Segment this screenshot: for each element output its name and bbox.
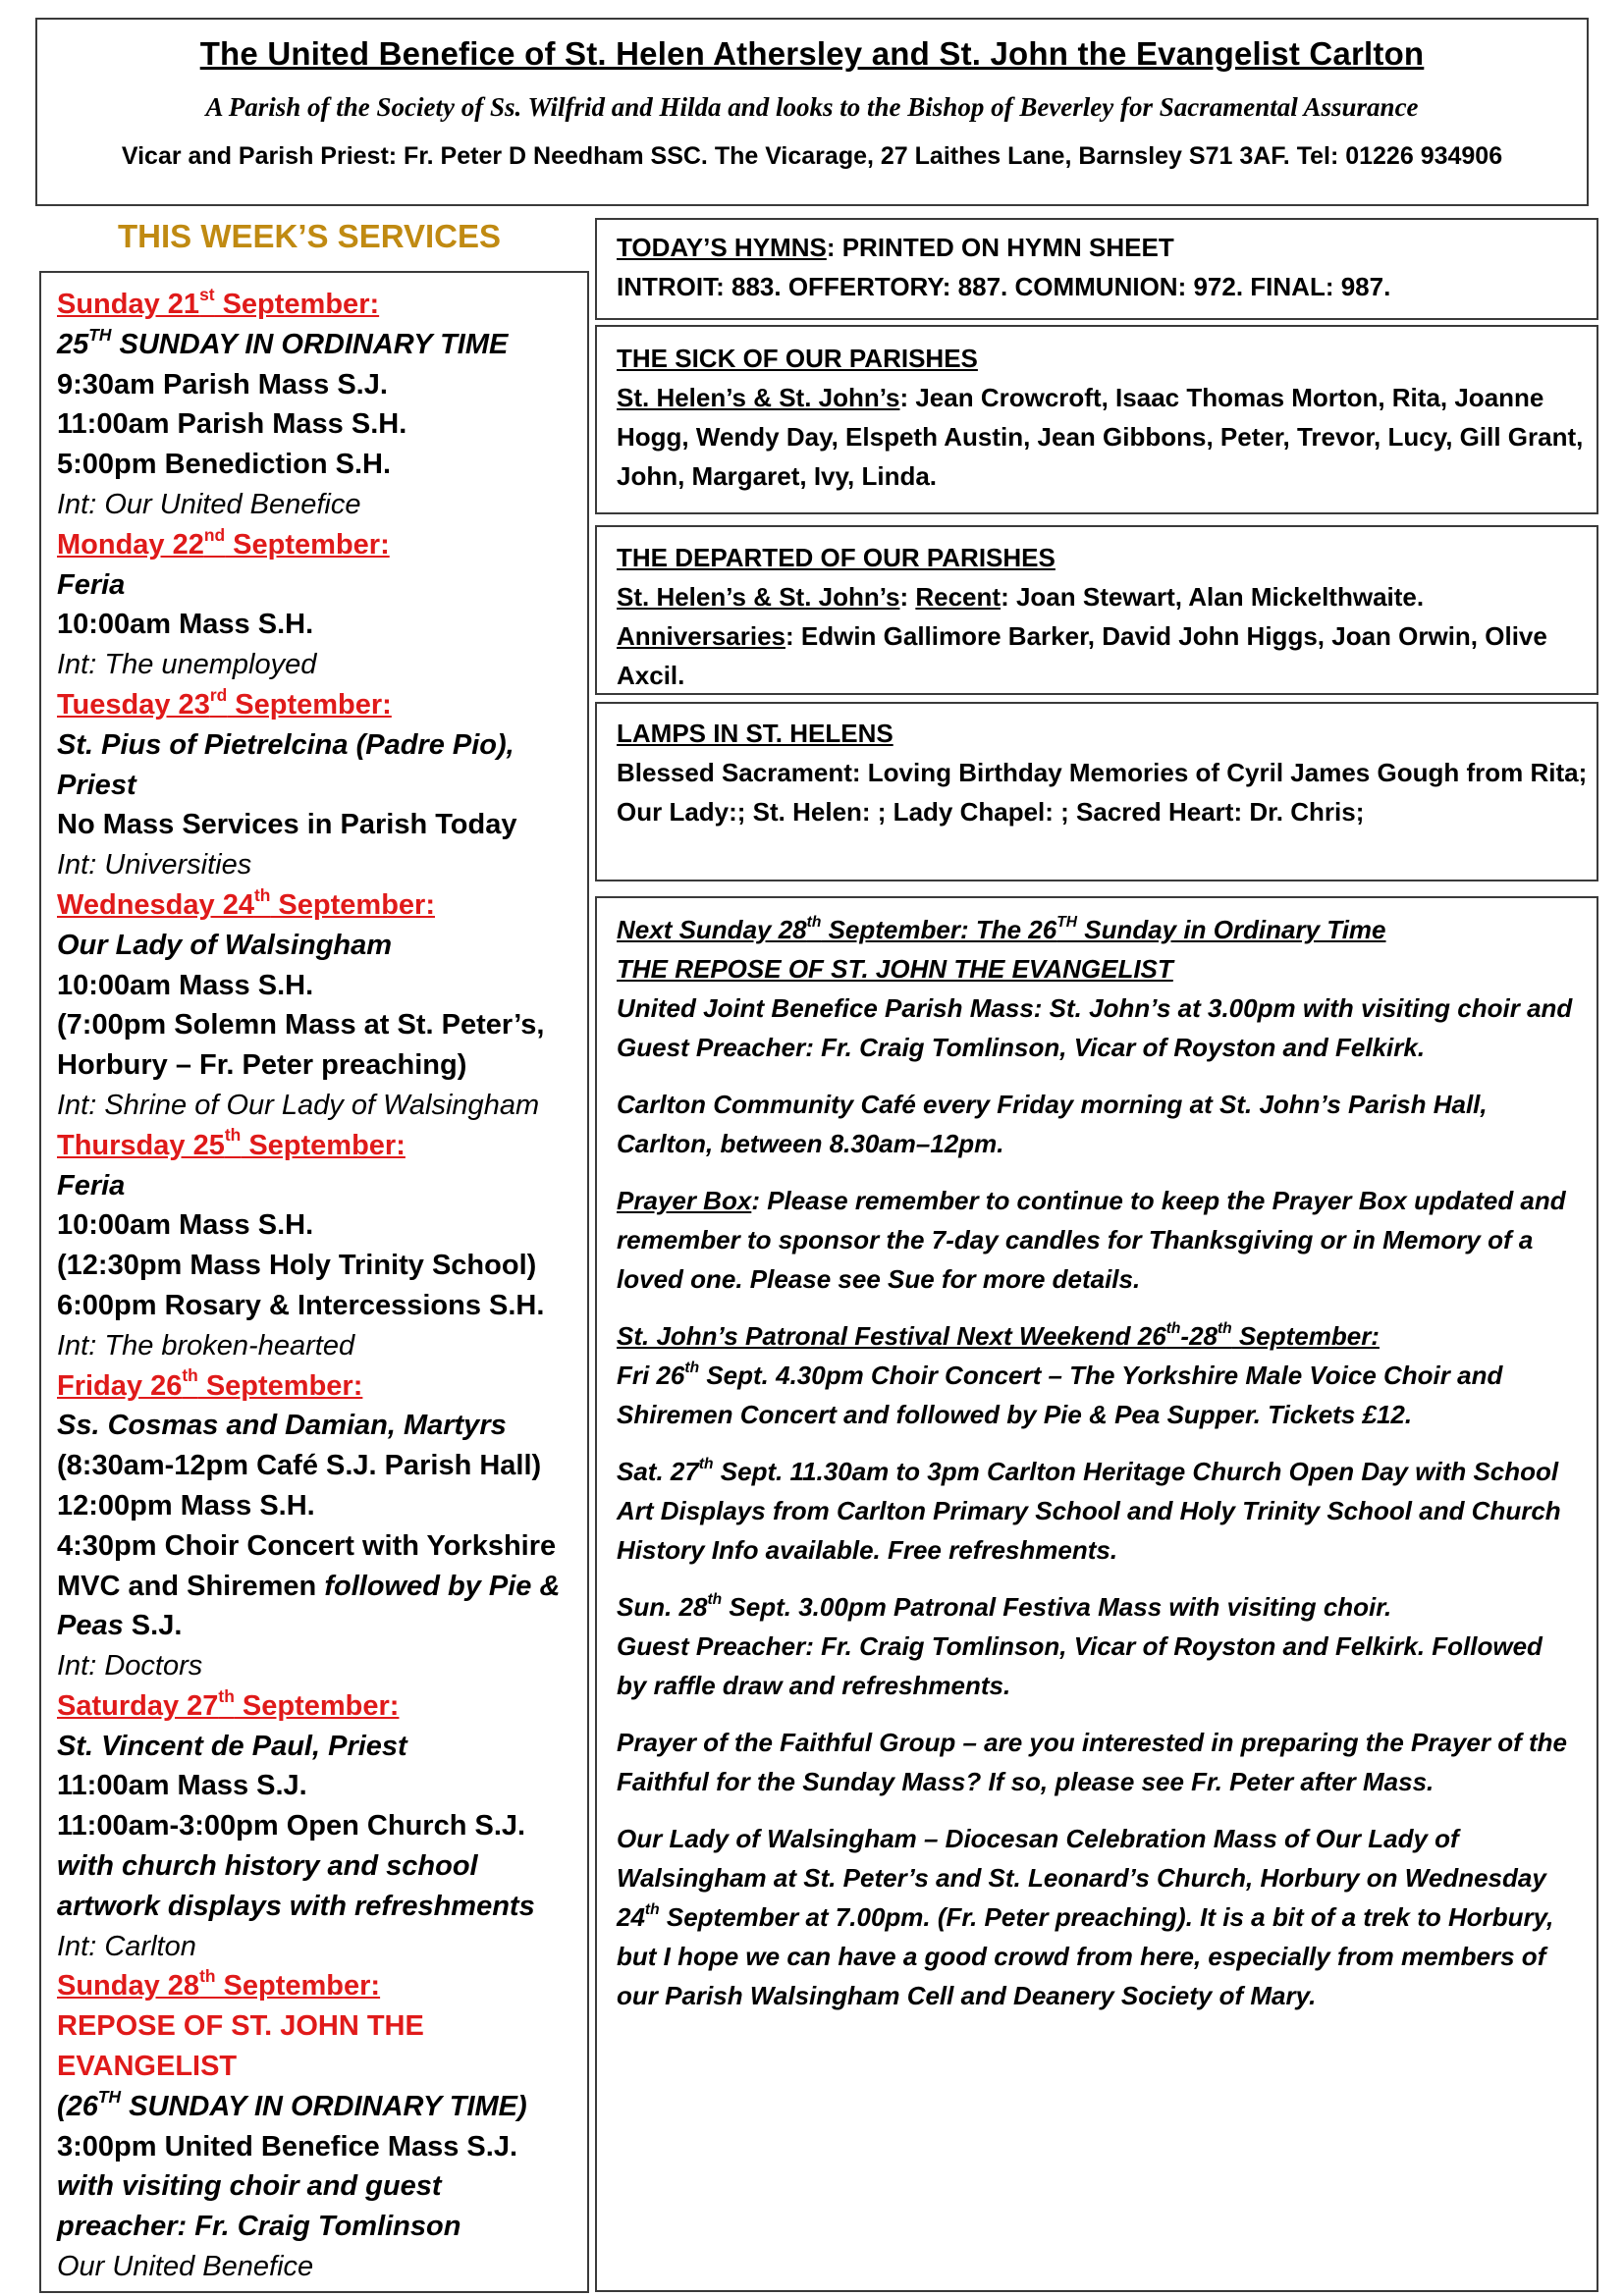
service-line: 6:00pm Rosary & Intercessions S.H. [57, 1289, 545, 1321]
service-line: 5:00pm Benediction S.H. [57, 449, 392, 481]
faithful-group-notice: Prayer of the Faithful Group – are you interested in preparing the Prayer of the Faithful for the Sunday Mass? If so, please see Fr. Peter after Mass. [617, 1728, 1567, 1796]
lamps-others: Our Lady:; St. Helen: ; Lady Chapel: ; Sacred Heart: Dr. Chris; [617, 797, 1365, 827]
sick-names: St. Helen’s & St. John’s: Jean Crowcroft, Isaac Thomas Morton, Rita, Joanne Hogg, Wendy Day, Elspeth Austin, Jean Gibbons, Peter, Trevor, Lucy, Gill Grant, John, Margaret, Ivy, Linda. [617, 383, 1584, 491]
festival-saturday: Sat. 27th Sept. 11.30am to 3pm Carlton Heritage Church Open Day with School Art Displays from Carlton Primary School and Holy Trinity School and Church History Info available. Free refreshments. [617, 1456, 1561, 1565]
lamps-heading: LAMPS IN ST. HELENS [617, 719, 893, 748]
service-line: No Mass Services in Parish Today [57, 809, 517, 841]
walsingham-notice: Our Lady of Walsingham – Diocesan Celebration Mass of Our Lady of Walsingham at St. Peter’s and St. Leonard’s Church, Horbury on Wednesday 24th September at 7.00pm. (Fr. Peter preaching). It is a bit of a trek to Horbury, but I hope we can have a good crowd from here, especially from members of our Parish Walsingham Cell and Deanery Society of Mary. [617, 1824, 1554, 2010]
service-line: 10:00am Mass S.H. [57, 609, 314, 641]
sick-box [595, 325, 1598, 514]
notices-box [595, 896, 1598, 2292]
festival-friday: Fri 26th Sept. 4.30pm Choir Concert – The Yorkshire Male Voice Choir and Shiremen Concert and followed by Pie & Pea Supper. Tickets £12. [617, 1360, 1503, 1429]
departed-anniversaries: Anniversaries: Edwin Gallimore Barker, David John Higgs, Joan Orwin, Olive Axcil. [617, 621, 1547, 690]
service-line: (12:30pm Mass Holy Trinity School) [57, 1250, 537, 1282]
day-date: Saturday 27th September: [57, 1685, 400, 1722]
day-feast: Ss. Cosmas and Damian, Martyrs [57, 1410, 507, 1442]
service-line: 11:00am Parish Mass S.H. [57, 408, 407, 441]
day-date: Friday 26th September: [57, 1365, 363, 1402]
day-feast: (26TH SUNDAY IN ORDINARY TIME) [57, 2086, 527, 2122]
day-tuesday-23 [57, 685, 587, 885]
joint-mass-notice: United Joint Benefice Parish Mass: St. John’s at 3.00pm with visiting choir and Guest Preacher: Fr. Craig Tomlinson, Vicar of Royston and Felkirk. [617, 993, 1573, 1062]
day-date: Monday 22nd September: [57, 524, 390, 561]
service-line: 9:30am Parish Mass S.J. [57, 368, 388, 400]
day-thursday-25 [57, 1126, 587, 1366]
service-line: preacher: Fr. Craig Tomlinson [57, 2211, 461, 2243]
day-friday-26 [57, 1366, 587, 1686]
lamps-box [595, 702, 1598, 881]
service-line: (7:00pm Solemn Mass at St. Peter’s, [57, 1009, 545, 1041]
service-line: with church history and school [57, 1850, 478, 1883]
festival-preacher: Guest Preacher: Fr. Craig Tomlinson, Vicar of Royston and Felkirk. Followed by raffle draw and refreshments. [617, 1631, 1543, 1700]
day-date: Sunday 28th September: [57, 1966, 381, 2002]
service-line: Horbury – Fr. Peter preaching) [57, 1049, 467, 1082]
service-line: 10:00am Mass S.H. [57, 1209, 314, 1242]
intention: Int: Doctors [57, 1650, 203, 1682]
service-line: 11:00am-3:00pm Open Church S.J. [57, 1810, 526, 1842]
service-line: (8:30am-12pm Café S.J. Parish Hall) [57, 1450, 542, 1482]
sick-heading: THE SICK OF OUR PARISHES [617, 344, 978, 373]
services-list [39, 271, 589, 2293]
intention: Int: Shrine of Our Lady of Walsingham [57, 1089, 540, 1121]
day-feast: 25TH SUNDAY IN ORDINARY TIME [57, 324, 509, 360]
lamps-blessed-sacrament: Blessed Sacrament: Loving Birthday Memories of Cyril James Gough from Rita; [617, 758, 1588, 787]
day-sunday-28 [57, 1966, 587, 2286]
hymns-heading: TODAY’S HYMNS: PRINTED ON HYMN SHEET [617, 233, 1174, 262]
masthead [35, 18, 1589, 206]
intention: Int: The unemployed [57, 649, 317, 681]
society-subtitle: A Parish of the Society of Ss. Wilfrid and Hilda and looks to the Bishop of Beverley for Sacramental Assurance [205, 92, 1419, 122]
prayer-box-notice: Prayer Box: Please remember to continue to keep the Prayer Box updated and remember to sponsor the 7-day candles for Thanksgiving or in Memory of a loved one. Please see Sue for more details. [617, 1186, 1566, 1294]
departed-heading: THE DEPARTED OF OUR PARISHES [617, 543, 1056, 572]
day-feast: Our Lady of Walsingham [57, 929, 393, 961]
festival-heading: St. John’s Patronal Festival Next Weekend 26th-28th September: [617, 1320, 1380, 1351]
day-date: Thursday 25th September: [57, 1125, 406, 1161]
day-date: Sunday 21st September: [57, 284, 380, 320]
service-line: with visiting choir and guest [57, 2170, 442, 2203]
departed-box [595, 525, 1598, 695]
hymns-box [595, 218, 1598, 320]
day-monday-22 [57, 525, 587, 685]
cafe-notice: Carlton Community Café every Friday morning at St. John’s Parish Hall, Carlton, between 8.30am–12pm. [617, 1090, 1488, 1158]
day-feast: Priest [57, 769, 136, 801]
day-feast: REPOSE OF ST. JOHN THE [57, 2010, 424, 2043]
vicar-contact: Vicar and Parish Priest: Fr. Peter D Needham SSC. The Vicarage, 27 Laithes Lane, Barnsley S71 3AF. Tel: 01226 934906 [121, 142, 1503, 170]
service-line: MVC and Shiremen followed by Pie & [57, 1570, 561, 1602]
day-sunday-21 [57, 285, 587, 525]
day-feast: Feria [57, 568, 126, 601]
intention: Int: Universities [57, 849, 252, 881]
service-line: 3:00pm United Benefice Mass S.J. [57, 2130, 517, 2163]
repose-heading: THE REPOSE OF ST. JOHN THE EVANGELIST [617, 954, 1173, 984]
hymns-list: INTROIT: 883. OFFERTORY: 887. COMMUNION: 972. FINAL: 987. [617, 272, 1391, 301]
intention: Our United Benefice [57, 2251, 314, 2283]
service-line: 4:30pm Choir Concert with Yorkshire [57, 1529, 557, 1562]
day-feast: St. Pius of Pietrelcina (Padre Pio), [57, 728, 514, 761]
benefice-title: The United Benefice of St. Helen Athersley and St. John the Evangelist Carlton [199, 35, 1425, 72]
day-saturday-27 [57, 1686, 587, 1967]
intention: Int: Our United Benefice [57, 488, 361, 520]
service-line: Peas S.J. [57, 1610, 183, 1642]
day-feast: St. Vincent de Paul, Priest [57, 1730, 407, 1762]
festival-sunday: Sun. 28th Sept. 3.00pm Patronal Festiva Mass with visiting choir. [617, 1591, 1392, 1622]
service-line: 11:00am Mass S.J. [57, 1770, 307, 1802]
day-feast: EVANGELIST [57, 2051, 238, 2083]
intention: Int: Carlton [57, 1930, 196, 1962]
service-line: artwork displays with refreshments [57, 1890, 535, 1922]
intention: Int: The broken-hearted [57, 1329, 355, 1362]
day-wednesday-24 [57, 885, 587, 1126]
day-date: Wednesday 24th September: [57, 884, 435, 921]
departed-recent: St. Helen’s & St. John’s: Recent: Joan Stewart, Alan Mickelthwaite. [617, 582, 1425, 612]
next-sunday-heading: Next Sunday 28th September: The 26TH Sunday in Ordinary Time [617, 914, 1386, 944]
service-line: 12:00pm Mass S.H. [57, 1489, 315, 1522]
services-heading: THIS WEEK’S SERVICES [118, 218, 501, 254]
day-date: Tuesday 23rd September: [57, 684, 392, 721]
service-line: 10:00am Mass S.H. [57, 969, 314, 1001]
day-feast: Feria [57, 1169, 126, 1201]
